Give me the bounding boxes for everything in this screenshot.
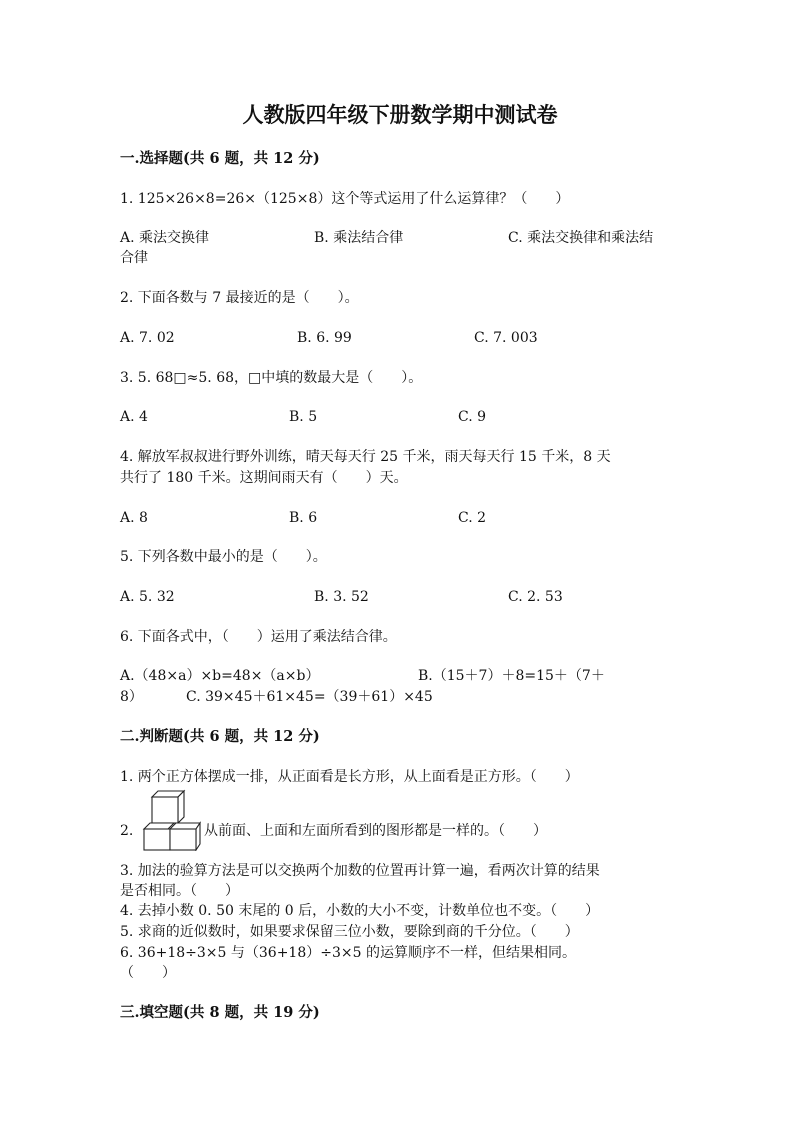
section-heading-fill: 三.填空题(共 8 题，共 19 分) <box>120 1004 320 1021</box>
judge-item-1: 1. 两个正方体摆成一排，从正面看是长方形，从上面看是正方形。（ ） <box>120 769 579 785</box>
cube-figure <box>141 789 203 851</box>
question-2-stem: 2. 下面各数与 7 最接近的是（ ）。 <box>120 290 359 306</box>
page-title: 人教版四年级下册数学期中测试卷 <box>242 102 558 127</box>
question-2-option-a: A. 7. 02 <box>120 330 175 346</box>
section-heading-choice: 一.选择题(共 6 题，共 12 分) <box>120 150 320 167</box>
question-3-option-a: A. 4 <box>120 409 148 425</box>
question-1-stem: 1. 125×26×8=26×（125×8）这个等式运用了什么运算律？（ ） <box>120 191 570 207</box>
judge-item-2-text: 从前面、上面和左面所看到的图形都是一样的。（ ） <box>204 823 547 839</box>
question-3-stem: 3. 5. 68□≈5. 68，□中填的数最大是（ ）。 <box>120 370 423 386</box>
question-4-option-c: C. 2 <box>458 510 487 526</box>
question-5-option-a: A. 5. 32 <box>120 589 175 605</box>
question-4-option-b: B. 6 <box>289 510 318 526</box>
question-6-stem: 6. 下面各式中，（ ）运用了乘法结合律。 <box>120 629 397 645</box>
question-6-option-c: C. 39×45＋61×45=（39＋61）×45 <box>186 689 433 705</box>
judge-item-6-line1: 6. 36+18÷3×5 与（36+18）÷3×5 的运算顺序不一样，但结果相同。 <box>120 945 576 961</box>
question-1-option-c: C. 乘法交换律和乘法结 <box>508 230 654 246</box>
question-6-option-b-wrap: 8） <box>120 689 143 705</box>
judge-item-3-line1: 3. 加法的验算方法是可以交换两个加数的位置再计算一遍，看两次计算的结果 <box>120 863 600 879</box>
question-3-option-c: C. 9 <box>458 409 487 425</box>
question-2-option-b: B. 6. 99 <box>297 330 352 346</box>
question-4-stem-line1: 4. 解放军叔叔进行野外训练，晴天每天行 25 千米，雨天每天行 15 千米，8 天 <box>120 449 611 465</box>
question-1-option-a: A. 乘法交换律 <box>120 230 210 246</box>
judge-item-2-number: 2. <box>120 823 134 839</box>
judge-item-6-line2: （ ） <box>120 965 176 981</box>
question-5-stem: 5. 下列各数中最小的是（ ）。 <box>120 549 327 565</box>
judge-item-3-line2: 是否相同。（ ） <box>120 883 239 899</box>
question-5-option-c: C. 2. 53 <box>508 589 563 605</box>
question-4-option-a: A. 8 <box>120 510 148 526</box>
question-2-option-c: C. 7. 003 <box>474 330 538 346</box>
question-1-option-b: B. 乘法结合律 <box>314 230 404 246</box>
question-6-option-b: B.（15＋7）＋8=15＋（7＋ <box>418 668 605 684</box>
judge-item-4: 4. 去掉小数 0. 50 末尾的 0 后，小数的大小不变，计数单位也不变。（ ） <box>120 903 600 919</box>
question-5-option-b: B. 3. 52 <box>314 589 369 605</box>
question-3-option-b: B. 5 <box>289 409 318 425</box>
question-4-stem-line2: 共行了 180 千米。这期间雨天有（ ）天。 <box>120 470 408 486</box>
judge-item-5: 5. 求商的近似数时，如果要求保留三位小数，要除到商的千分位。（ ） <box>120 924 579 940</box>
question-6-option-a: A.（48×a）×b=48×（a×b） <box>120 668 320 684</box>
section-heading-judge: 二.判断题(共 6 题，共 12 分) <box>120 728 320 745</box>
question-1-option-c-wrap: 合律 <box>120 250 148 266</box>
